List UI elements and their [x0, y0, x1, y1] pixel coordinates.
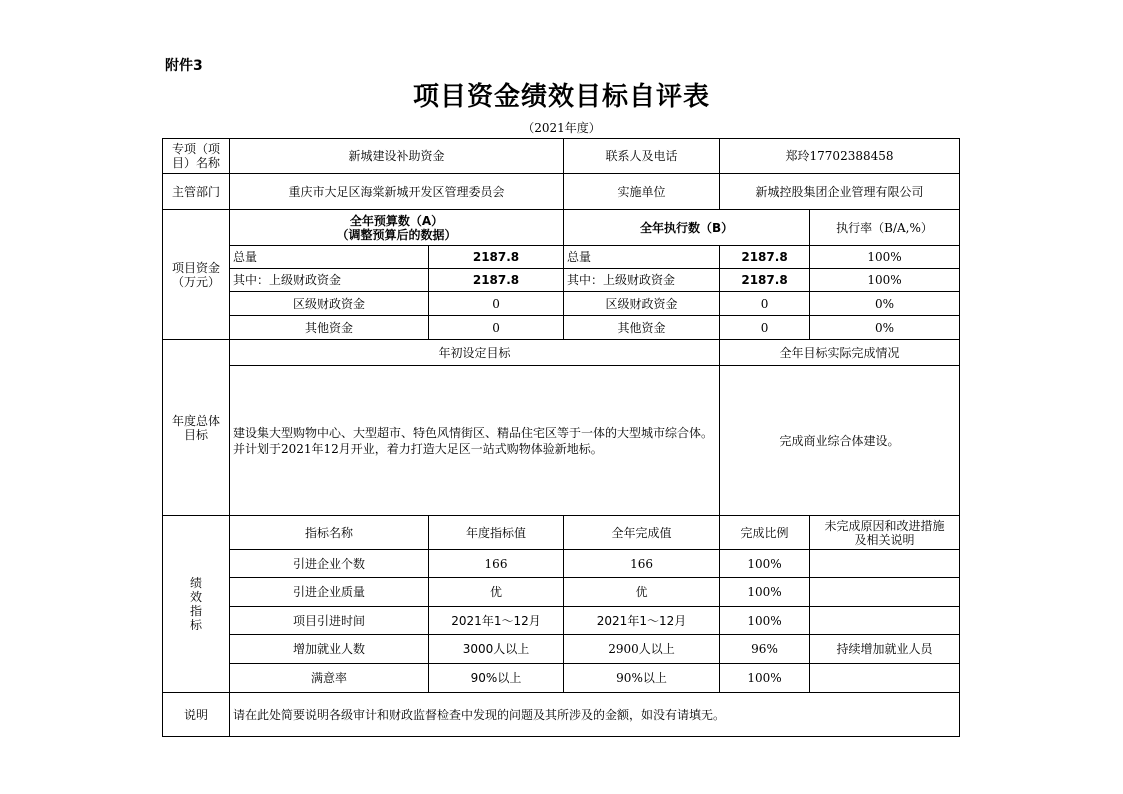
- perf-label-char: 标: [189, 618, 202, 632]
- funds-label-line1: 项目资金: [171, 260, 220, 275]
- indicator-reason: [810, 550, 960, 578]
- perf-label-char: 效: [189, 590, 202, 604]
- self-evaluation-table: [162, 138, 960, 737]
- indicator-target: 3000人以上: [429, 635, 564, 664]
- exec-value: 0: [720, 316, 810, 340]
- attachment-label: 附件3: [165, 58, 203, 74]
- funds-label-line2: （万元）: [171, 274, 220, 289]
- contact-value: 郑玲17702388458: [720, 139, 960, 174]
- perf-label-char: 指: [189, 604, 202, 618]
- indicator-reason: [810, 664, 960, 693]
- funds-row: [163, 292, 960, 316]
- indicator-actual: 优: [564, 578, 720, 607]
- report-year: （2021年度）: [522, 121, 601, 135]
- funds-row: [163, 269, 960, 292]
- indicator-target-header: 年度指标值: [429, 516, 564, 550]
- dept-value: 重庆市大足区海棠新城开发区管理委员会: [230, 174, 564, 210]
- exec-value: 2187.8: [720, 269, 810, 292]
- indicator-row: [163, 550, 960, 578]
- project-label: [163, 139, 230, 174]
- indicator-ratio: 100%: [720, 607, 810, 635]
- exec-value: 2187.8: [720, 246, 810, 269]
- indicator-name: 项目引进时间: [230, 607, 429, 635]
- budget-label: 其他资金: [230, 316, 429, 340]
- goals-label-line1: 年度总体: [171, 413, 220, 428]
- funds-row: [163, 246, 960, 269]
- exec-rate: 100%: [810, 246, 960, 269]
- indicator-ratio: 100%: [720, 664, 810, 693]
- indicator-name: 引进企业质量: [230, 578, 429, 607]
- indicator-ratio: 100%: [720, 550, 810, 578]
- contact-label: 联系人及电话: [564, 139, 720, 174]
- exec-label: 其中：上级财政资金: [564, 269, 720, 292]
- page-title: 项目资金绩效目标自评表: [412, 82, 710, 112]
- goals-label-line2: 目标: [183, 427, 208, 442]
- perf-label-char: 绩: [189, 576, 202, 590]
- budget-value: 2187.8: [429, 269, 564, 292]
- project-name: 新城建设补助资金: [230, 139, 564, 174]
- indicator-row: [163, 635, 960, 664]
- initial-goal-header: 年初设定目标: [230, 340, 720, 366]
- indicator-actual: 2900人以上: [564, 635, 720, 664]
- indicator-target: 2021年1～12月: [429, 607, 564, 635]
- budget-header-line2: （调整预算后的数据）: [336, 227, 457, 242]
- funds-row: [163, 316, 960, 340]
- reason-header-line1: 未完成原因和改进措施: [824, 518, 945, 533]
- funds-header-row: [163, 210, 960, 246]
- project-row: [163, 139, 960, 174]
- project-label-line1: 专项（项: [171, 142, 220, 156]
- indicator-actual: 90%以上: [564, 664, 720, 693]
- indicator-target: 90%以上: [429, 664, 564, 693]
- impl-label: 实施单位: [564, 174, 720, 210]
- goals-header-row: [163, 340, 960, 366]
- rate-header: 执行率（B/A,%）: [810, 210, 960, 246]
- exec-rate: 0%: [810, 316, 960, 340]
- perf-label: [163, 516, 230, 693]
- perf-header-row: [163, 516, 960, 550]
- exec-value: 0: [720, 292, 810, 316]
- indicator-ratio: 96%: [720, 635, 810, 664]
- reason-header-line2: 及相关说明: [854, 532, 915, 547]
- initial-goal-text: 建设集大型购物中心、大型超市、特色风情街区、精品住宅区等于一体的大型城市综合体。并计划于2021年12月开业，着力打造大足区一站式购物体验新地标。: [230, 366, 720, 516]
- indicator-name: 增加就业人数: [230, 635, 429, 664]
- impl-value: 新城控股集团企业管理有限公司: [720, 174, 960, 210]
- indicator-row: [163, 664, 960, 693]
- budget-label: 其中：上级财政资金: [230, 269, 429, 292]
- exec-label: 总量: [564, 246, 720, 269]
- budget-value: 0: [429, 316, 564, 340]
- exec-header: 全年执行数（B）: [564, 210, 810, 246]
- notes-row: [163, 693, 960, 737]
- notes-text: 请在此处简要说明各级审计和财政监督检查中发现的问题及其所涉及的金额，如没有请填无。: [230, 693, 960, 737]
- exec-label: 区级财政资金: [564, 292, 720, 316]
- dept-label: 主管部门: [163, 174, 230, 210]
- goals-content-row: [163, 366, 960, 516]
- indicator-target: 优: [429, 578, 564, 607]
- project-label-line2: 目）名称: [171, 156, 220, 170]
- indicator-reason: [810, 607, 960, 635]
- budget-label: 区级财政资金: [230, 292, 429, 316]
- indicator-ratio: 100%: [720, 578, 810, 607]
- indicator-reason: 持续增加就业人员: [810, 635, 960, 664]
- goals-label: [163, 340, 230, 516]
- exec-rate: 0%: [810, 292, 960, 316]
- indicator-name: 引进企业个数: [230, 550, 429, 578]
- indicator-target: 166: [429, 550, 564, 578]
- actual-goal-header: 全年目标实际完成情况: [720, 340, 960, 366]
- indicator-actual: 2021年1～12月: [564, 607, 720, 635]
- indicator-actual-header: 全年完成值: [564, 516, 720, 550]
- indicator-name-header: 指标名称: [230, 516, 429, 550]
- exec-label: 其他资金: [564, 316, 720, 340]
- budget-header-line1: 全年预算数（A）: [349, 213, 444, 228]
- indicator-actual: 166: [564, 550, 720, 578]
- budget-value: 0: [429, 292, 564, 316]
- indicator-reason-header: [810, 516, 960, 550]
- dept-row: [163, 174, 960, 210]
- indicator-row: [163, 578, 960, 607]
- budget-value: 2187.8: [429, 246, 564, 269]
- indicator-ratio-header: 完成比例: [720, 516, 810, 550]
- indicator-reason: [810, 578, 960, 607]
- funds-label: [163, 210, 230, 340]
- notes-label: 说明: [163, 693, 230, 737]
- indicator-name: 满意率: [230, 664, 429, 693]
- budget-label: 总量: [230, 246, 429, 269]
- budget-header: [230, 210, 564, 246]
- actual-goal-text: 完成商业综合体建设。: [720, 366, 960, 516]
- exec-rate: 100%: [810, 269, 960, 292]
- indicator-row: [163, 607, 960, 635]
